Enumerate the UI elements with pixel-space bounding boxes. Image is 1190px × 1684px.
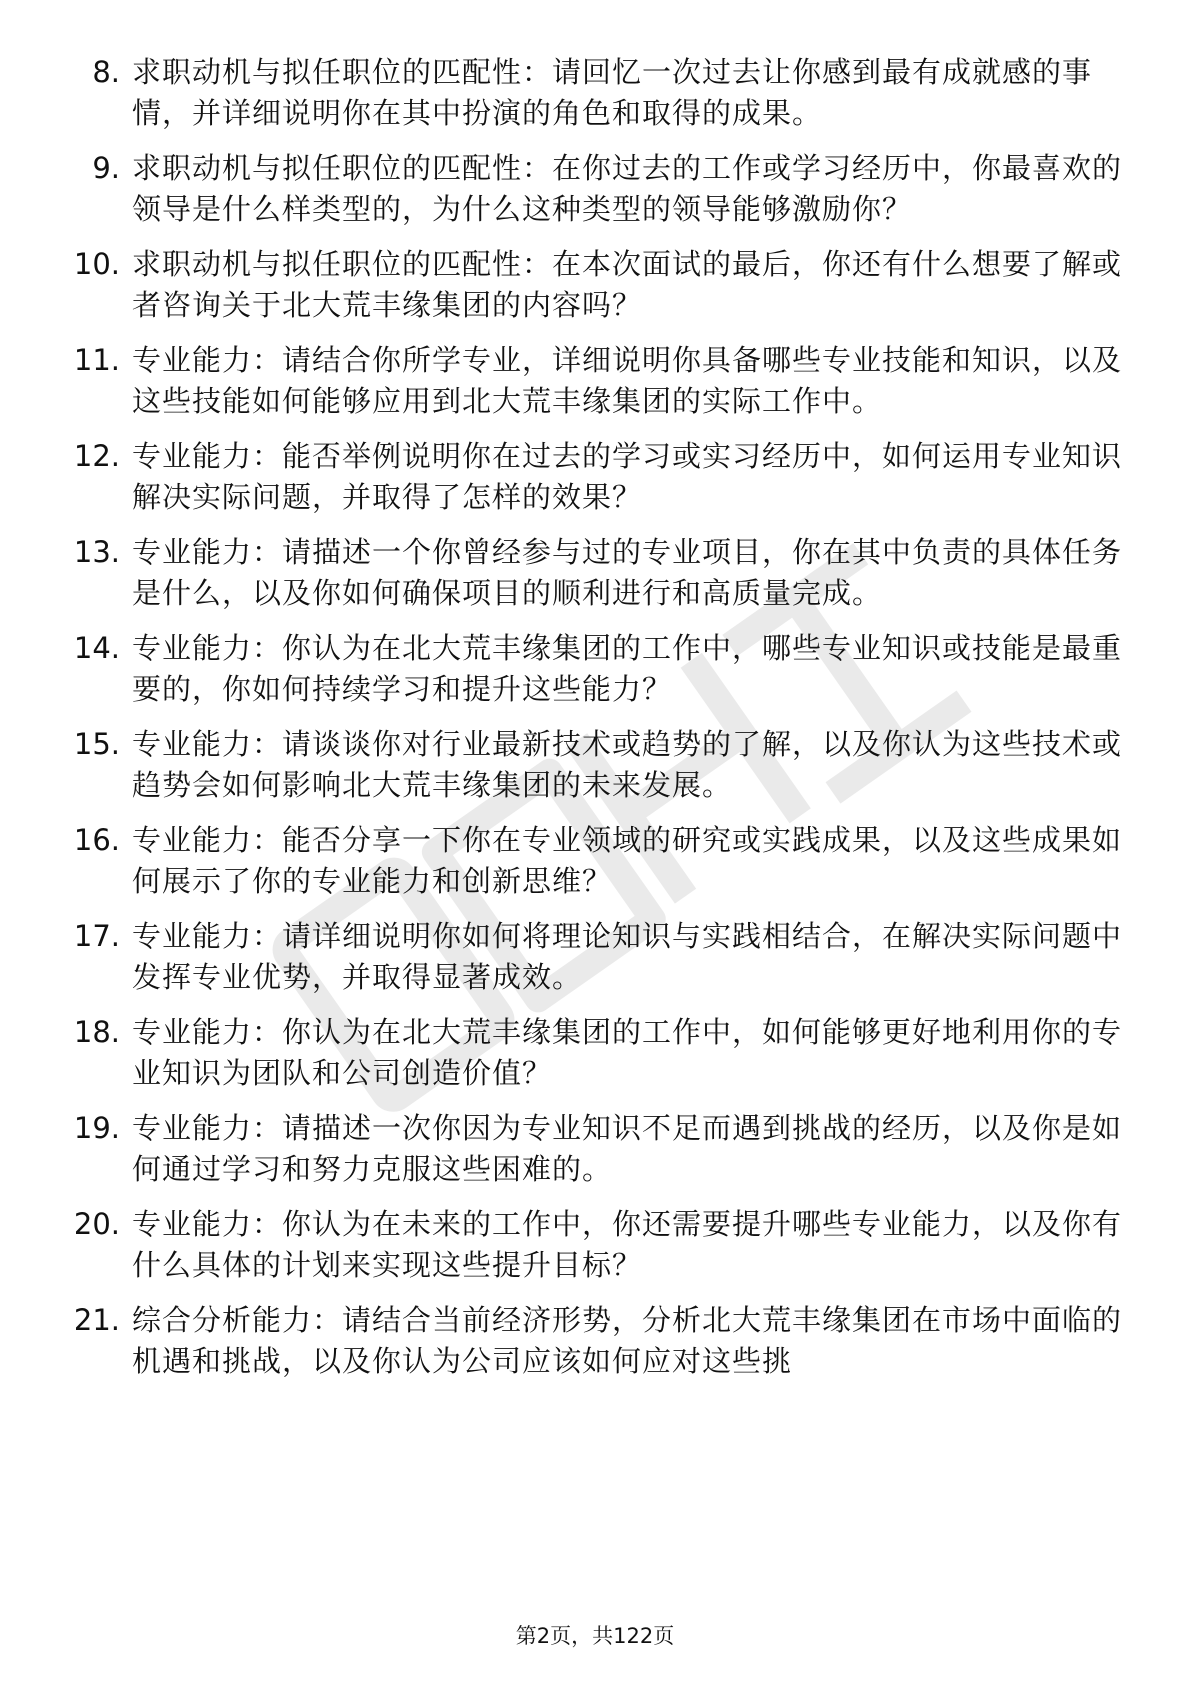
list-item [64, 1108, 1124, 1190]
question-number: 10. [73, 247, 120, 281]
list-item [64, 1012, 1124, 1094]
list-item [64, 1204, 1124, 1286]
question-text: 专业能力：请谈谈你对行业最新技术或趋势的了解，以及你认为这些技术或趋势会如何影响北大荒丰缘集团的未来发展。 [132, 727, 1123, 802]
question-number: 18. [73, 1015, 120, 1049]
question-number: 11. [73, 343, 120, 377]
question-text: 求职动机与拟任职位的匹配性：在本次面试的最后，你还有什么想要了解或者咨询关于北大荒丰缘集团的内容吗？ [132, 247, 1123, 322]
list-item [64, 916, 1124, 998]
question-text: 专业能力：请描述一次你因为专业知识不足而遇到挑战的经历，以及你是如何通过学习和努力克服这些困难的。 [132, 1111, 1123, 1186]
list-item [64, 628, 1124, 710]
list-item [64, 340, 1124, 422]
question-text: 专业能力：请描述一个你曾经参与过的专业项目，你在其中负责的具体任务是什么，以及你如何确保项目的顺利进行和高质量完成。 [132, 535, 1123, 610]
question-number: 16. [73, 823, 120, 857]
question-number: 13. [73, 535, 120, 569]
list-item [64, 52, 1124, 134]
question-number: 8. [92, 55, 120, 89]
list-item [64, 244, 1124, 326]
question-text: 专业能力：你认为在北大荒丰缘集团的工作中，如何能够更好地利用你的专业知识为团队和公司创造价值？ [132, 1015, 1123, 1090]
question-text: 专业能力：请详细说明你如何将理论知识与实践相结合，在解决实际问题中发挥专业优势，并取得显著成效。 [132, 919, 1123, 994]
question-number: 19. [73, 1111, 120, 1145]
question-text: 专业能力：你认为在未来的工作中，你还需要提升哪些专业能力，以及你有什么具体的计划来实现这些提升目标？ [132, 1207, 1123, 1282]
question-number: 14. [73, 631, 120, 665]
list-item [64, 820, 1124, 902]
question-text: 求职动机与拟任职位的匹配性：在你过去的工作或学习经历中，你最喜欢的领导是什么样类型的，为什么这种类型的领导能够激励你？ [132, 151, 1123, 226]
question-text: 专业能力：请结合你所学专业，详细说明你具备哪些专业技能和知识，以及这些技能如何能够应用到北大荒丰缘集团的实际工作中。 [132, 343, 1123, 418]
question-number: 17. [73, 919, 120, 953]
list-item [64, 724, 1124, 806]
list-item [64, 436, 1124, 518]
question-number: 12. [73, 439, 120, 473]
question-number: 20. [73, 1207, 120, 1241]
list-item [64, 148, 1124, 230]
question-text: 综合分析能力：请结合当前经济形势，分析北大荒丰缘集团在市场中面临的机遇和挑战，以及你认为公司应该如何应对这些挑 [132, 1303, 1123, 1378]
question-text: 专业能力：你认为在北大荒丰缘集团的工作中，哪些专业知识或技能是最重要的，你如何持续学习和提升这些能力？ [132, 631, 1123, 706]
question-number: 15. [73, 727, 120, 761]
question-number: 21. [73, 1303, 120, 1337]
question-text: 求职动机与拟任职位的匹配性：请回忆一次过去让你感到最有成就感的事情，并详细说明你在其中扮演的角色和取得的成果。 [132, 55, 1093, 130]
question-text: 专业能力：能否分享一下你在专业领域的研究或实践成果，以及这些成果如何展示了你的专业能力和创新思维？ [132, 823, 1123, 898]
page-number: 第2页，共122页 [515, 1624, 675, 1648]
question-list [64, 52, 1124, 1396]
question-text: 专业能力：能否举例说明你在过去的学习或实习经历中，如何运用专业知识解决实际问题，并取得了怎样的效果？ [132, 439, 1123, 514]
list-item [64, 532, 1124, 614]
question-number: 9. [92, 151, 120, 185]
list-item [64, 1300, 1124, 1382]
